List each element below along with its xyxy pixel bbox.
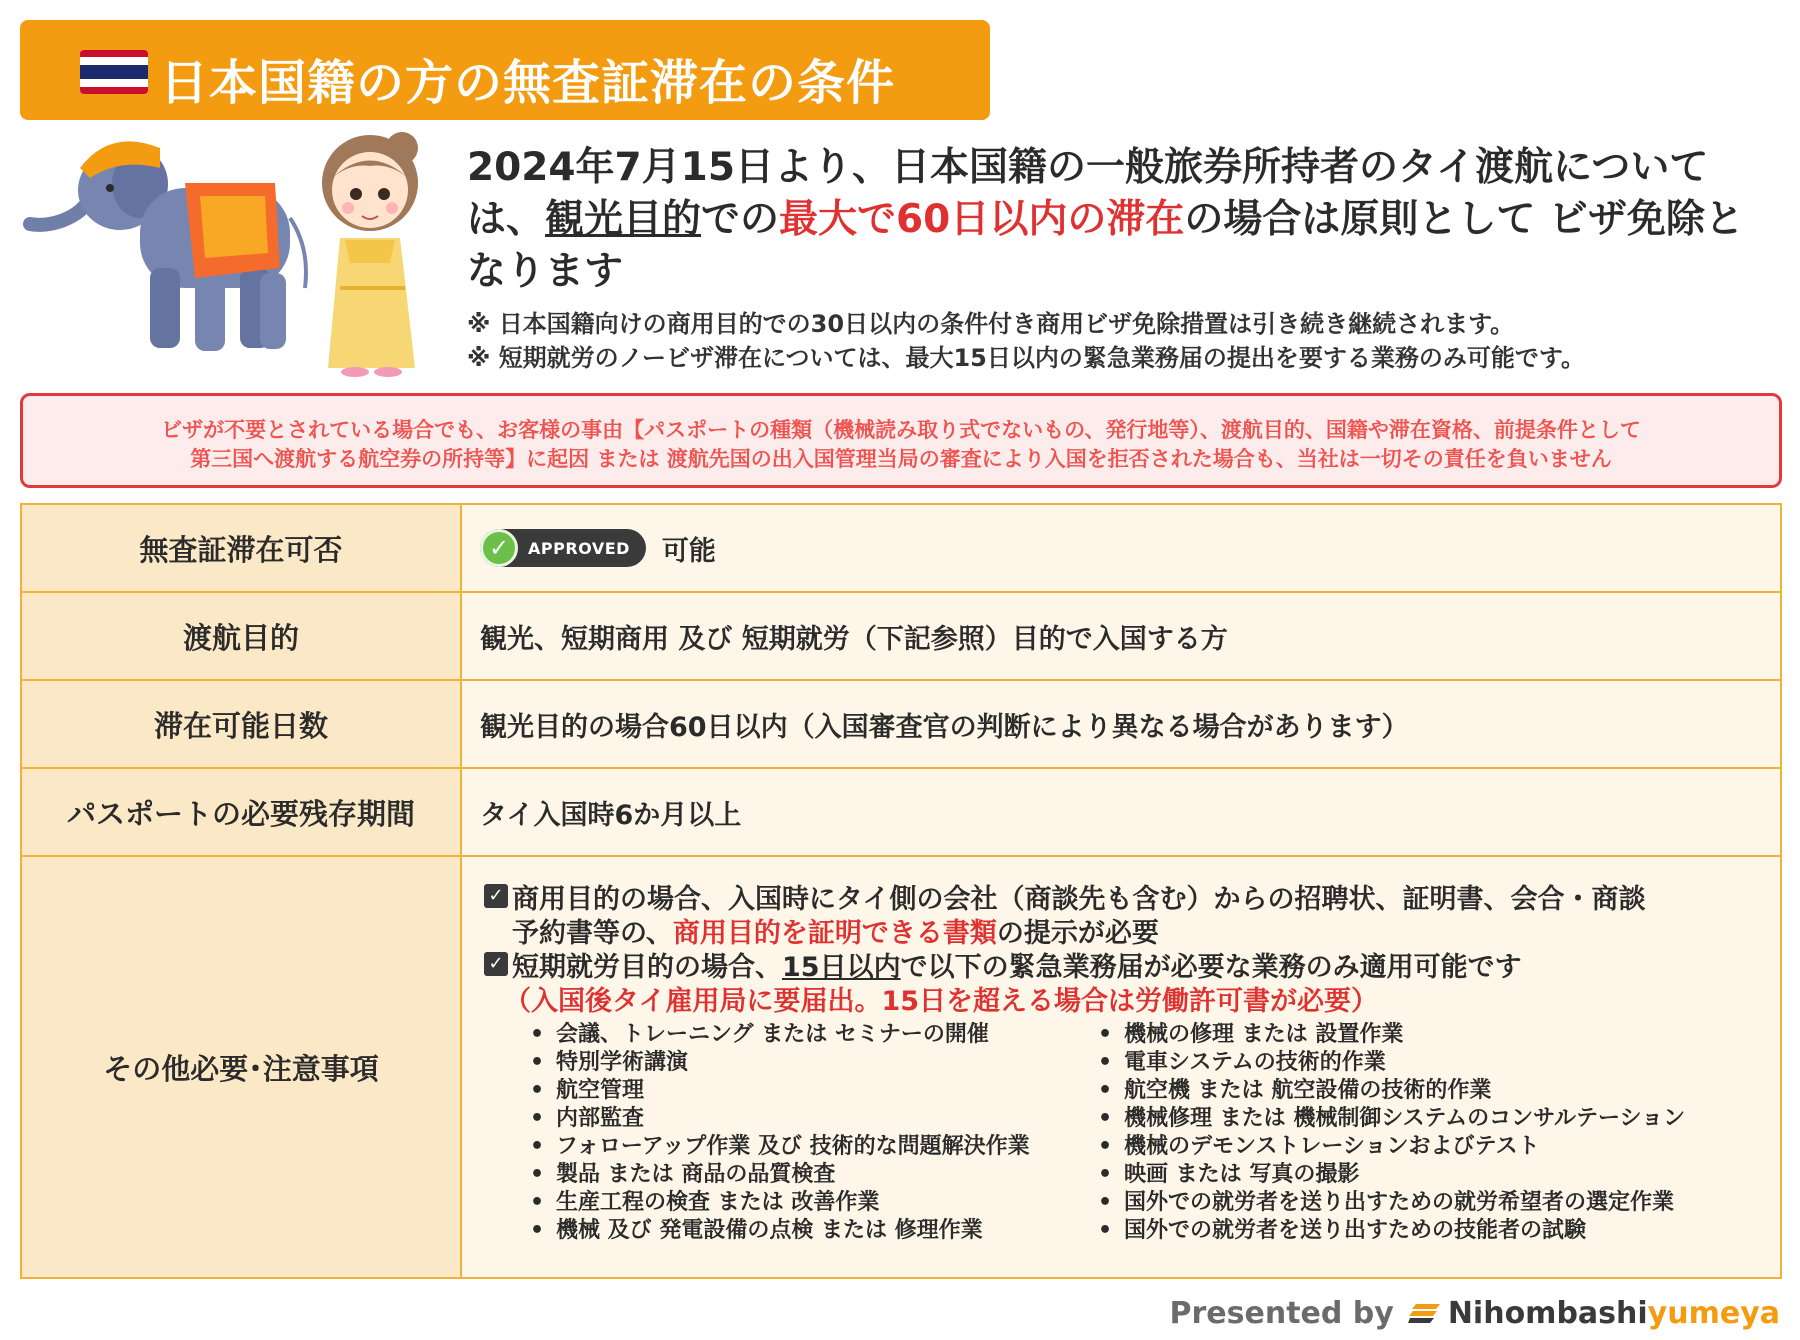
list-item: • 航空機 または 航空設備の技術的作業	[1092, 1077, 1685, 1105]
list-item: • 国外での就労者を送り出すための就労希望者の選定作業	[1092, 1189, 1685, 1217]
approved-badge	[480, 529, 646, 567]
visa-exempt-value: 可能	[661, 535, 716, 567]
row-label: その他必要･注意事項	[22, 857, 462, 1277]
presented-by-label: Presented by	[1169, 1295, 1394, 1331]
disclaimer-box	[20, 393, 1782, 488]
row-value	[464, 505, 1780, 591]
checkbox-icon: ✓	[484, 952, 508, 976]
business-note-line1: 商用目的の場合、入国時にタイ側の会社（商談先も含む）からの招聘状、証明書、会合・商談	[512, 884, 1646, 915]
list-item: • フォローアップ作業 及び 技術的な問題解決作業	[524, 1133, 1030, 1161]
business-note-pre: 予約書等の、	[512, 918, 673, 949]
disclaimer-line1: ビザが不要とされている場合でも、お客様の事由【パスポートの種類（機械読み取り式でないもの、発行地等）、渡航目的、国籍や滞在資格、前提条件として	[161, 418, 1641, 442]
list-item: • 国外での就労者を送り出すための技能者の試験	[1092, 1217, 1685, 1245]
table-row-stay-days	[22, 681, 1780, 769]
yumeya-logo-icon	[1408, 1298, 1442, 1328]
row-label: 無査証滞在可否	[22, 505, 462, 591]
row-label: 渡航目的	[22, 593, 462, 679]
elephant-icon	[30, 141, 306, 351]
brand-name-part2: yumeya	[1647, 1295, 1780, 1331]
header-bar	[20, 20, 990, 120]
other-notes-content	[464, 857, 1780, 1277]
brand-name-part1: Nihombashi	[1447, 1295, 1648, 1331]
list-item: • 電車システムの技術的作業	[1092, 1049, 1685, 1077]
note-commercial: ※ 日本国籍向けの商用目的での30日以内の条件付き商用ビザ免除措置は引き続き継続されます。	[467, 310, 1515, 338]
lead-part3: の場合は原則として ビザ免除となります	[467, 197, 1744, 294]
work-note-underlined: 15日以内	[782, 952, 901, 983]
table-row-passport-validity	[22, 769, 1780, 857]
work-note-line2: （入国後タイ雇用局に要届出。15日を超える場合は労働許可書が必要）	[504, 986, 1379, 1017]
table-row-visa-exempt	[22, 505, 1780, 593]
row-value: タイ入国時6か月以上	[480, 799, 742, 831]
thai-girl-icon	[322, 132, 418, 377]
list-item: • 製品 または 商品の品質検査	[524, 1161, 1030, 1189]
lead-paragraph	[467, 142, 1777, 298]
row-label: パスポートの必要残存期間	[22, 769, 462, 855]
table-row-other-notes	[22, 857, 1780, 1277]
check-icon: ✓	[480, 529, 518, 567]
thailand-flag-icon	[80, 50, 148, 94]
checkbox-icon: ✓	[484, 884, 508, 908]
business-note-highlight: 商用目的を証明できる書類	[672, 918, 997, 949]
lead-part1: 2024年7月15日より、日本国籍の一般旅券所持者のタイ渡航については、	[467, 145, 1709, 242]
row-label: 滞在可能日数	[22, 681, 462, 767]
list-item: • 会議、トレーニング または セミナーの開催	[524, 1021, 1030, 1049]
list-item: • 機械 及び 発電設備の点検 または 修理作業	[524, 1217, 1030, 1245]
list-item: • 内部監査	[524, 1105, 1030, 1133]
list-item: • 機械のデモンストレーションおよびテスト	[1092, 1133, 1685, 1161]
row-value: 観光目的の場合60日以内（入国審査官の判断により異なる場合があります）	[480, 711, 1409, 743]
list-item: • 機械修理 または 機械制御システムのコンサルテーション	[1092, 1105, 1685, 1133]
work-note-pre: 短期就労目的の場合、	[512, 952, 782, 983]
table-row-purpose	[22, 593, 1780, 681]
list-item: • 特別学術講演	[524, 1049, 1030, 1077]
page-title: 日本国籍の方の無査証滞在の条件	[160, 55, 896, 111]
list-item: • 生産工程の検査 または 改善作業	[524, 1189, 1030, 1217]
conditions-table	[20, 503, 1782, 1279]
elephant-and-girl-illustration	[10, 128, 450, 378]
emergency-work-list-right	[1092, 1021, 1685, 1245]
list-item: • 航空管理	[524, 1077, 1030, 1105]
row-value: 観光、短期商用 及び 短期就労（下記参照）目的で入国する方	[480, 623, 1228, 655]
approved-badge-label: APPROVED	[528, 538, 630, 558]
lead-part2: での	[701, 197, 780, 242]
work-note-post: で以下の緊急業務届が必要な業務のみ適用可能です	[900, 952, 1522, 983]
footer-credit	[1170, 1293, 1781, 1333]
disclaimer-line2: 第三国へ渡航する航空券の所持等】に起因 または 渡航先国の出入国管理当局の審査により入国を拒否された場合も、当社は一切その責任を負いません	[190, 447, 1612, 471]
note-short-term-work: ※ 短期就労のノービザ滞在については、最大15日以内の緊急業務届の提出を要する業務のみ可能です。	[467, 344, 1585, 372]
lead-underlined: 観光目的	[545, 197, 702, 242]
list-item: • 機械の修理 または 設置作業	[1092, 1021, 1685, 1049]
lead-highlight: 最大で60日以内の滞在	[779, 197, 1185, 242]
business-note-post: の提示が必要	[996, 918, 1159, 949]
list-item: • 映画 または 写真の撮影	[1092, 1161, 1685, 1189]
emergency-work-list-left	[524, 1021, 1030, 1245]
